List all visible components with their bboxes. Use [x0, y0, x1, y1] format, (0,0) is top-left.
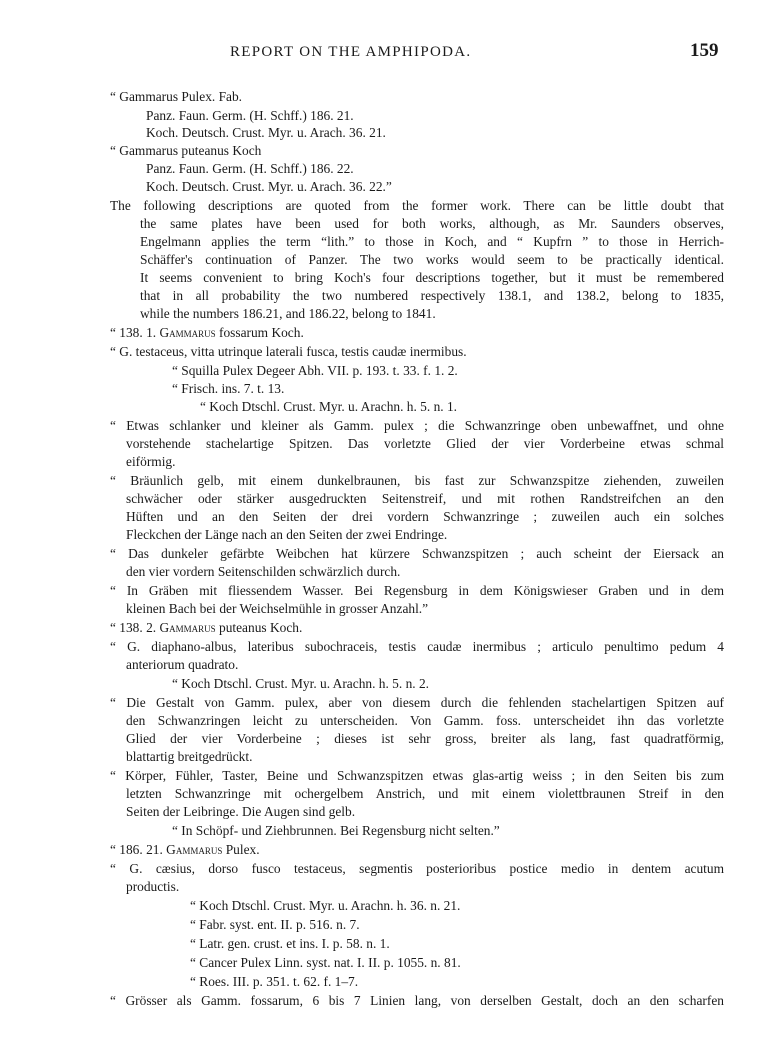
text-line: “ G. diaphano-albus, lateribus subochraceis, testis caudæ inermibus ; articulo penultimo pedum 4	[110, 639, 724, 654]
text-line: “ Latr. gen. crust. et ins. I. p. 58. n. 1.	[190, 936, 390, 951]
text-line: “ Die Gestalt von Gamm. pulex, aber von diesem durch die fehlenden stachelartigen Spitzen auf	[110, 695, 724, 710]
running-title: REPORT ON THE AMPHIPODA.	[230, 44, 472, 60]
text-line: blattartig breitgedrückt.	[126, 749, 253, 764]
text-line: “ G. testaceus, vitta utrinque laterali fusca, testis caudæ inermibus.	[110, 344, 467, 359]
text-line: productis.	[126, 879, 180, 894]
text-line: vorstehende stachelartige Spitzen. Das vorletzte Glied der vier Vorderbeine etwas schmal	[126, 436, 724, 451]
text-line: “ Cancer Pulex Linn. syst. nat. I. II. p. 1055. n. 81.	[190, 955, 461, 970]
text-line: Glied der vier Vorderbeine ; dieses ist sehr gross, breiter als lang, fast quadratförmig,	[126, 731, 724, 746]
text-line: “ 138. 2. Gammarus puteanus Koch.	[110, 620, 303, 635]
text-line: kleinen Bach bei der Weichselmühle in grosser Anzahl.”	[126, 601, 429, 616]
text-line: “ Bräunlich gelb, mit einem dunkelbraunen, bis fast zur Schwanzspitze ziehenden, zuweilen	[110, 473, 724, 488]
text-line: Panz. Faun. Germ. (H. Schff.) 186. 21.	[146, 108, 354, 123]
text-line: Panz. Faun. Germ. (H. Schff.) 186. 22.	[146, 161, 354, 176]
text-line: Hüften und an den Seiten der drei vordern Schwanzringe ; zuweilen auch ein solches	[126, 509, 724, 524]
text-line: “ Fabr. syst. ent. II. p. 516. n. 7.	[190, 917, 360, 932]
text-line: anteriorum quadrato.	[126, 657, 239, 672]
text-line: “ Frisch. ins. 7. t. 13.	[172, 381, 285, 396]
text-line: Seiten der Leibringe. Die Augen sind gelb.	[126, 804, 356, 819]
text-line: eiförmig.	[126, 454, 176, 469]
text-line: den Schwanzringen leicht zu unterscheiden. Von Gamm. foss. unterscheidet ihn das vorletzte	[126, 713, 724, 728]
text-line: “ In Schöpf- und Ziehbrunnen. Bei Regensburg nicht selten.”	[172, 823, 500, 838]
text-line: “ Etwas schlanker und kleiner als Gamm. pulex ; die Schwanzringe oben unbewaffnet, und ohne	[110, 418, 724, 433]
text-line: “ Koch Dtschl. Crust. Myr. u. Arachn. h. 5. n. 2.	[172, 676, 429, 691]
text-line: “ G. cæsius, dorso fusco testaceus, segmentis posterioribus postice medio in dentem acutum	[110, 861, 724, 876]
text-line: Koch. Deutsch. Crust. Myr. u. Arach. 36. 22.”	[146, 179, 392, 194]
text-line: “ Grösser als Gamm. fossarum, 6 bis 7 Linien lang, von derselben Gestalt, doch an den scharfen	[110, 993, 724, 1008]
text-line: den vier vordern Seitenschilden schwärzlich durch.	[126, 564, 401, 579]
text-line: “ Gammarus puteanus Koch	[110, 143, 262, 158]
text-line: “ Das dunkeler gefärbte Weibchen hat kürzere Schwanzspitzen ; auch scheint der Eiersack an	[110, 546, 724, 561]
text-line: “ Körper, Fühler, Taster, Beine und Schwanzspitzen etwas glas-artig weiss ; in den Seiten bis zum	[110, 768, 724, 783]
text-line: “ Koch Dtschl. Crust. Myr. u. Arachn. h. 36. n. 21.	[190, 898, 461, 913]
text-line: while the numbers 186.21, and 186.22, belong to 1841.	[140, 306, 436, 321]
page-number: 159	[690, 40, 719, 61]
text-line: Engelmann applies the term “lith.” to those in Koch, and “ Kupfrn ” to those in Herrich-	[140, 234, 724, 249]
text-line: It seems convenient to bring Koch's four descriptions together, but it must be remembered	[140, 270, 724, 285]
text-line: “ 186. 21. Gammarus Pulex.	[110, 842, 260, 857]
text-line: letzten Schwanzringe mit ochergelbem Anstrich, und mit einem violettbraunen Streif in den	[126, 786, 724, 801]
text-line: Schäffer's continuation of Panzer. The two works would seem to be practically identical.	[140, 252, 724, 267]
text-line: “ Gammarus Pulex. Fab.	[110, 89, 243, 104]
text-line: The following descriptions are quoted from the former work. There can be little doubt that	[110, 198, 724, 213]
text-line: “ Roes. III. p. 351. t. 62. f. 1–7.	[190, 974, 359, 989]
text-line: Koch. Deutsch. Crust. Myr. u. Arach. 36. 21.	[146, 125, 386, 140]
text-line: “ 138. 1. Gammarus fossarum Koch.	[110, 325, 304, 340]
text-line: “ In Gräben mit fliessendem Wasser. Bei Regensburg in dem Königswieser Graben und in dem	[110, 583, 724, 598]
text-line: Fleckchen der Länge nach an den Seiten der zwei Endringe.	[126, 527, 448, 542]
text-line: that in all probability the two numbered respectively 138.1, and 138.2, belong to 1835,	[140, 288, 724, 303]
text-line: the same plates have been used for both works, although, as Mr. Saunders observes,	[140, 216, 724, 231]
text-line: “ Squilla Pulex Degeer Abh. VII. p. 193. t. 33. f. 1. 2.	[172, 363, 458, 378]
text-line: “ Koch Dtschl. Crust. Myr. u. Arachn. h. 5. n. 1.	[200, 399, 457, 414]
text-line: schwächer oder stärker ausgedruckten Seitenstreif, und mit rothen Randstreifchen an den	[126, 491, 724, 506]
